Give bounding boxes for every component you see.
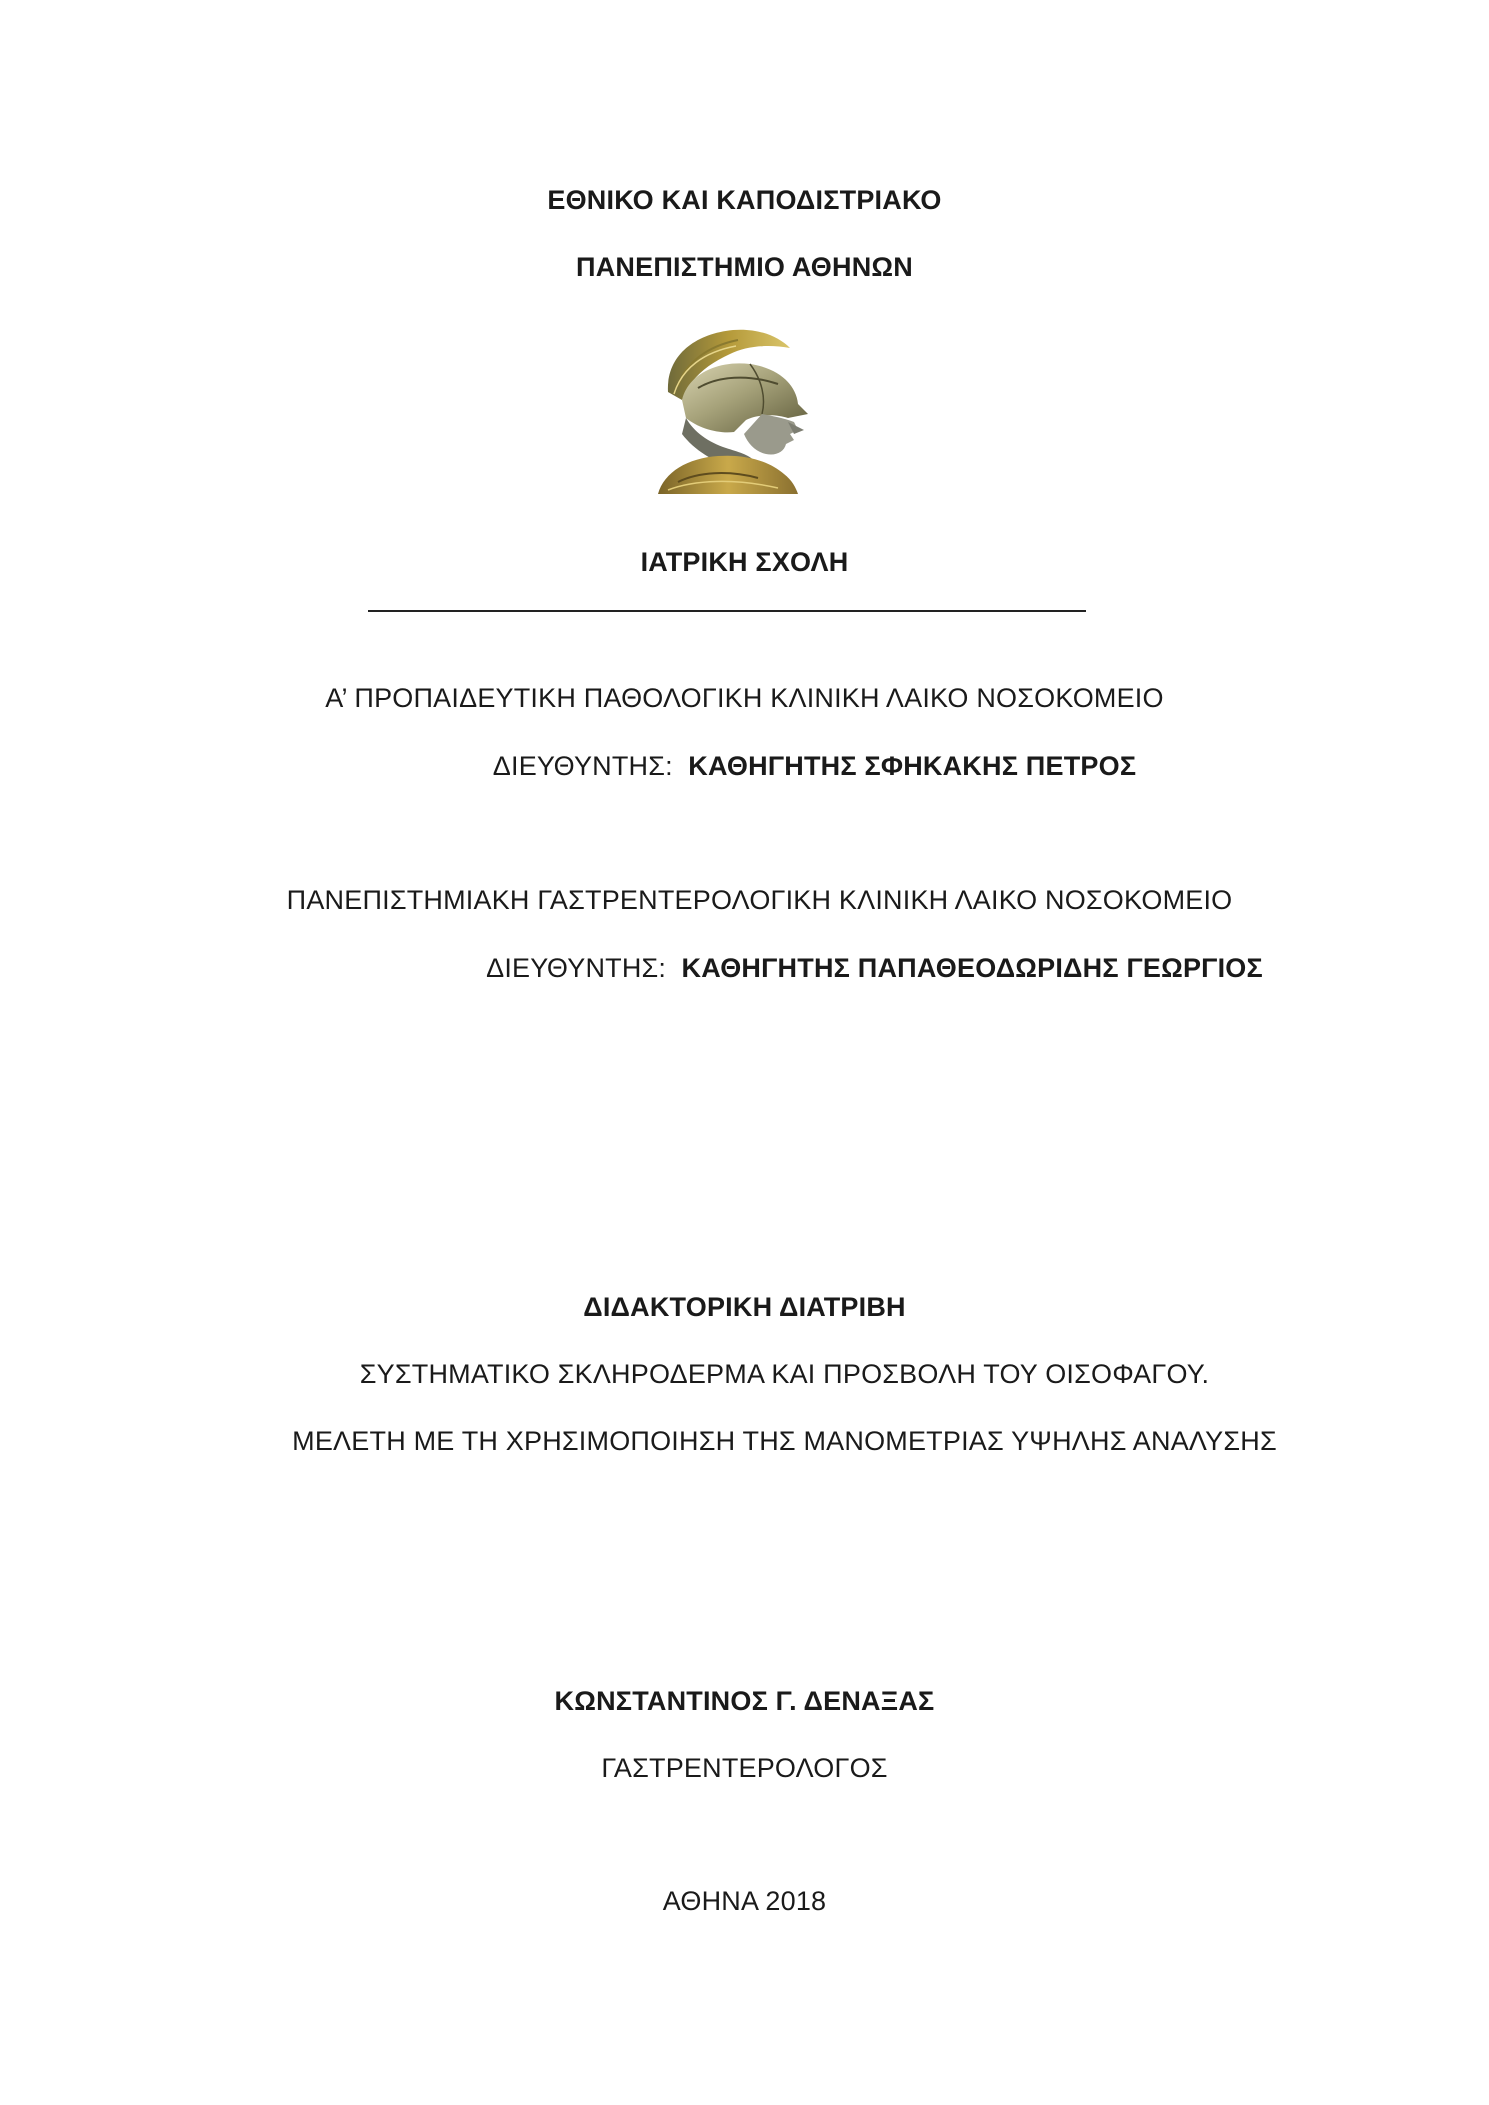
place-and-year: ΑΘΗΝΑ 2018 [662,1886,827,1916]
clinic-2-director-label: ΔΙΕΥΘΥΝΤΗΣ: [486,953,667,983]
university-name-line2: ΠΑΝΕΠΙΣΤΗΜΙΟ ΑΘΗΝΩΝ [576,252,913,282]
thesis-type: ΔΙΔΑΚΤΟΡΙΚΗ ΔΙΑΤΡΙΒΗ [583,1292,906,1322]
athena-helmet-logo-icon [638,322,820,494]
thesis-title-line1: ΣΥΣΤΗΜΑΤΙΚΟ ΣΚΛΗΡΟΔΕΡΜΑ ΚΑΙ ΠΡΟΣΒΟΛΗ ΤΟΥ ΟΙΣΟΦΑΓΟΥ. [359,1359,1210,1389]
clinic-1-director [70,749,1489,783]
clinic-1-director-label: ΔΙΕΥΘΥΝΤΗΣ: [492,751,673,781]
school-name: ΙΑΤΡΙΚΗ ΣΧΟΛΗ [640,547,849,577]
clinic-1-director-name: ΚΑΘΗΓΗΤΗΣ ΣΦΗΚΑΚΗΣ ΠΕΤΡΟΣ [688,751,1137,781]
thesis-title-line2: ΜΕΛΕΤΗ ΜΕ ΤΗ ΧΡΗΣΙΜΟΠΟΙΗΣΗ ΤΗΣ ΜΑΝΟΜΕΤΡΙΑΣ ΥΨΗΛΗΣ ΑΝΑΛΥΣΗΣ [292,1426,1277,1456]
author-profession: ΓΑΣΤΡΕΝΤΕΡΟΛΟΓΟΣ [601,1753,888,1783]
author-name: ΚΩΝΣΤΑΝΤΙΝΟΣ Γ. ΔΕΝΑΞΑΣ [554,1686,935,1716]
clinic-2-name: ΠΑΝΕΠΙΣΤΗΜΙΑΚΗ ΓΑΣΤΡΕΝΤΕΡΟΛΟΓΙΚΗ ΚΛΙΝΙΚΗ ΛΑΙΚΟ ΝΟΣΟΚΟΜΕΙΟ [286,885,1233,915]
clinic-2-director [130,951,1489,985]
clinic-2-director-name: ΚΑΘΗΓΗΤΗΣ ΠΑΠΑΘΕΟΔΩΡΙΔΗΣ ΓΕΩΡΓΙΟΣ [681,953,1263,983]
section-divider [368,610,1086,612]
university-name-line1: ΕΘΝΙΚΟ ΚΑΙ ΚΑΠΟΔΙΣΤΡΙΑΚΟ [547,185,942,215]
clinic-1-name: Α’ ΠΡΟΠΑΙΔΕΥΤΙΚΗ ΠΑΘΟΛΟΓΙΚΗ ΚΛΙΝΙΚΗ ΛΑΙΚΟ ΝΟΣΟΚΟΜΕΙΟ [325,683,1164,713]
